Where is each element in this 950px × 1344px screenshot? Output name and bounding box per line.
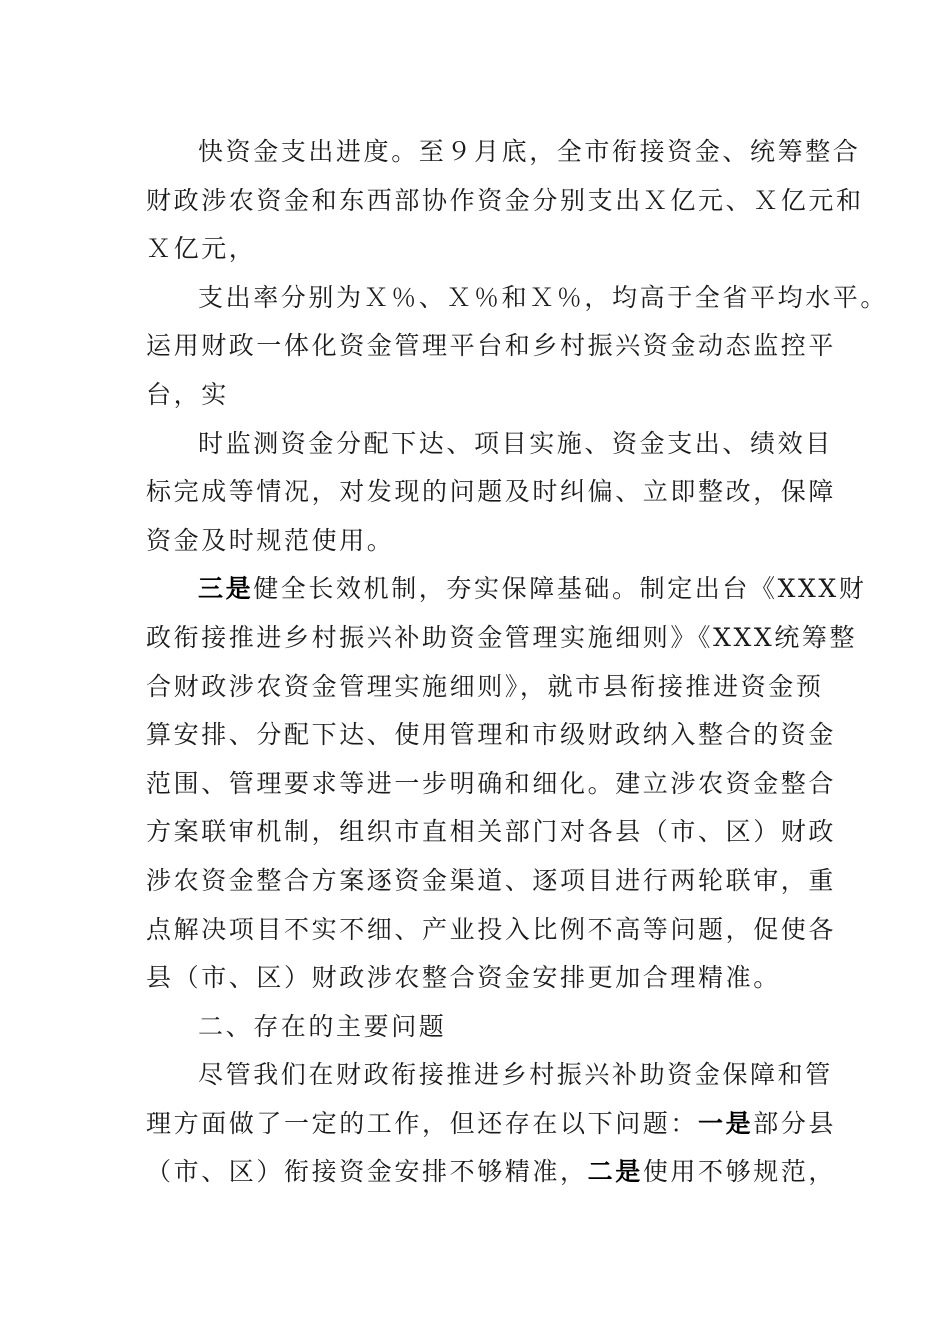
paragraph [146,565,867,1002]
paragraph [146,274,889,420]
bold-lead: 三是 [198,574,254,604]
text-line [146,565,867,614]
text-run: 使用不够规范， [642,1157,837,1187]
heading-text: 二、存在的主要问题 [198,1011,447,1041]
text-line: 运用财政一体化资金管理平台和乡村振兴资金动态监控平 [146,331,837,361]
text-line: 资金及时规范使用。 [146,525,395,555]
paragraph [146,128,864,274]
text-line: 政衔接推进乡村振兴补助资金管理实施细则》《XXX统筹整 [146,622,858,652]
text-line: 算安排、分配下达、使用管理和市级财政纳入整合的资金 [146,720,837,750]
text-line: 涉农资金整合方案逐资金渠道、逐项目进行两轮联审，重 [146,865,837,895]
text-run: （市、区）衔接资金安排不够精准， [146,1157,588,1187]
text-line [146,1100,837,1149]
text-line: 点解决项目不实不细、产业投入比例不高等问题，促使各 [146,914,837,944]
text-line: 时监测资金分配下达、项目实施、资金支出、绩效目 [198,428,833,458]
text-line: 台，实 [146,379,229,409]
text-line [146,1148,837,1197]
text-run: 健全长效机制，夯实保障基础。制定出台《XXX财 [253,574,867,604]
bold-lead: 二是 [587,1157,643,1187]
text-line: 快资金支出进度。至９月底，全市衔接资金、统筹整合 [198,137,861,166]
text-run: 理方面做了一定的工作，但还存在以下问题： [146,1108,699,1138]
section-heading [146,1003,806,1052]
text-line: 标完成等情况，对发现的问题及时纠偏、立即整改，保障 [146,477,837,507]
paragraph [146,420,837,566]
bold-lead: 一是 [698,1108,754,1138]
text-line: 范围、管理要求等进一步明确和细化。建立涉农资金整合 [146,768,837,798]
paragraph [146,1051,837,1197]
text-line: 合财政涉农资金管理实施细则》，就市县衔接推进资金预 [146,671,824,701]
text-run: 部分县 [753,1108,837,1138]
text-line: 县（市、区）财政涉农整合资金安排更加合理精准。 [146,963,781,993]
text-line: Ｘ亿元， [146,234,257,264]
text-line: 支出率分别为Ｘ％、Ｘ％和Ｘ％，均高于全省平均水平。 [198,282,889,312]
text-line: 方案联审机制，组织市直相关部门对各县（市、区）财政 [146,817,837,847]
text-line: 尽管我们在财政衔接推进乡村振兴补助资金保障和管 [198,1060,833,1090]
text-line: 财政涉农资金和东西部协作资金分别支出Ｘ亿元、Ｘ亿元和 [146,185,864,215]
document-body [146,128,889,1197]
